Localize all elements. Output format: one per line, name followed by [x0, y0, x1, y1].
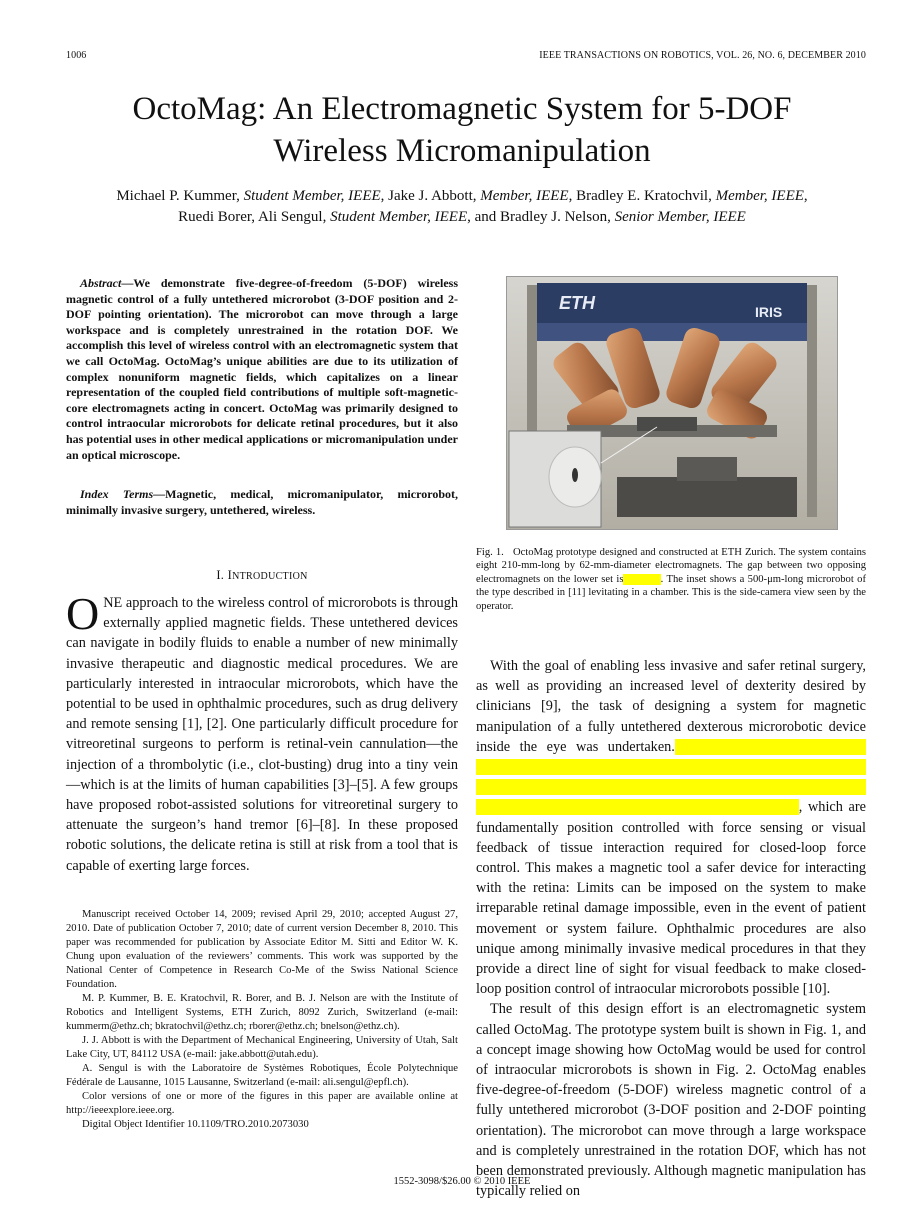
logo-iris-text: IRIS: [755, 304, 783, 320]
author-name: Jake J. Abbott: [388, 188, 473, 204]
copyright-footer: 1552-3098/$26.00 © 2010 IEEE: [393, 1176, 531, 1187]
body-text: With the goal of enabling less invasive and safer retinal surgery, as well as providing an increased level of dexterity desired by clinicians [9], the task of designing a system for magnetic manipulation of a fully untethered dexterous microrobotic device inside the eye was undertaken.: [476, 658, 866, 755]
author-role: Member, IEEE: [480, 188, 569, 204]
drop-cap: O: [66, 588, 100, 639]
octomag-photo-illustration: [507, 277, 837, 529]
footnotes: [66, 908, 458, 1132]
author-role: Student Member, IEEE: [243, 188, 381, 204]
body-text-right: [476, 656, 866, 1201]
body-paragraph: [476, 656, 866, 999]
author-name: and Bradley J. Nelson: [474, 209, 608, 225]
footnote: J. J. Abbott is with the Department of Mechanical Engineering, University of Utah, Salt Lake City, UT, 84112 USA (e-mail: jake.abbott@utah.edu).: [66, 1035, 458, 1060]
author-name: Ruedi Borer, Ali Sengul: [178, 209, 323, 225]
footnote: Manuscript received October 14, 2009; revised April 29, 2010; accepted August 27, 2010. Date of publication October 7, 2010; date of current version December 8, 2010. This paper was recommended for publication by Associate Editor M. Sitti and Editor W. K. Chung upon evaluation of the reviewers’ comments. This work was supported by the National Center of Competence in Research Co-Me of the Swiss National Science Foundation.: [66, 909, 458, 990]
logo-eth: [559, 293, 596, 313]
author-name: Bradley E. Kratochvil: [576, 188, 709, 204]
abstract-label: Abstract: [80, 276, 122, 290]
title-line-1: OctoMag: An Electromagnetic System for 5-DOF: [132, 91, 792, 127]
logo-eth-text: ETH: [559, 293, 595, 313]
page-number: 1006: [66, 50, 87, 61]
author-role: Senior Member, IEEE: [614, 209, 746, 225]
abstract-text: We demonstrate five-degree-of-freedom (5-DOF) wireless magnetic control of a fully untethered microrobot (3-DOF position and 2-DOF pointing orientation). The microrobot can move through a large workspace and is completely unrestrained in the rotation DOF. We accomplish this level of wireless control with an electromagnetic system that we call OctoMag. OctoMag’s unique abilities are due to its utilization of complex nonuniform magnetic fields, which capitalizes on a linear representation of the coupled field contributions of multiple soft-magnetic-core electromagnets acting in concert. OctoMag was primarily designed to control intraocular microrobots for delicate retinal procedures, but it also has potential uses in other medical applications or micromanipulation under an optical microscope.: [66, 276, 458, 462]
index-terms: Index Terms—Magnetic, medical, micromanipulator, microrobot, minimally invasive surgery, untethered, wireless.: [66, 487, 458, 517]
logo-iris: [755, 304, 782, 320]
abstract: Abstract—We demonstrate five-degree-of-freedom (5-DOF) wireless magnetic control of a fully untethered microrobot (3-DOF position and 2-DOF pointing orientation). The microrobot can move through a large workspace and is completely unrestrained in the rotation DOF. We accomplish this level of wireless control with an electromagnetic system that we call OctoMag. OctoMag’s unique abilities are due to its utilization of complex nonuniform magnetic fields, which capitalizes on a linear representation of the coupled field contributions of multiple soft-magnetic-core electromagnets acting in concert. OctoMag was primarily designed to control intraocular microrobots for delicate retinal procedures, but it also has potential uses in other medical applications or micromanipulation under an optical microscope.: [66, 276, 458, 462]
index-terms-text: Magnetic, medical, micromanipulator, microrobot, minimally invasive surgery, untethered, wireless.: [66, 487, 458, 517]
caption-label: Fig. 1.: [476, 547, 504, 558]
body-paragraph: The result of this design effort is an electromagnetic system called OctoMag. The prototype system built is shown in Fig. 1, and a concept image showing how OctoMag would be used for control of intraocular microrobots is shown in Fig. 2. OctoMag enables five-degree-of-freedom (5-DOF) wireless magnetic control of a fully untethered microrobot (3-DOF position and 2-DOF pointing orientation). The microrobot can move through a large workspace and is completely unrestrained in the rotation DOF, which has not been demonstrated previously. Although magnetic manipulation has typically relied on: [476, 1001, 866, 1200]
footnote: Color versions of one or more of the figures in this paper are available online at http://ieeexplore.ieee.org.: [66, 1091, 458, 1116]
intro-paragraph: [66, 588, 458, 876]
author-name: Michael P. Kummer: [116, 188, 237, 204]
body-text: , which are fundamentally position controlled with force sensing or visual feedback of tissue interaction required for closed-loop force control. This makes a magnetic tool a safer device for interacting with the retina: Limits can be imposed on the system to make irreparable retinal damage impossible, even in the event of patient movement or system failure. Ophthalmic procedures are also unique among minimally invasive medical procedures in that they provide a direct line of sight for visual feedback to make closed-loop position control of intraocular microrobots possible [10].: [476, 799, 866, 998]
redaction-highlight: 65 mm: [623, 573, 661, 585]
author-list: Michael P. Kummer, Student Member, IEEE, Jake J. Abbott, Member, IEEE, Bradley E. Kratochvil, Member, IEEE, Ruedi Borer, Ali Sengul, Student Member, IEEE, and Bradley J. Nelson, Senior Member, IEEE: [116, 188, 808, 225]
author-role: Student Member, IEEE: [330, 209, 468, 225]
section-heading: [66, 568, 458, 583]
footnote: M. P. Kummer, B. E. Kratochvil, R. Borer, and B. J. Nelson are with the Institute of Robotics and Intelligent Systems, ETH Zurich, 8092 Zurich, Switzerland (e-mail: kummerm@ethz.ch; bkratochvil@ethz.ch; rborer@ethz.ch; bnelson@ethz.ch).: [66, 993, 458, 1032]
footnote: Digital Object Identifier 10.1109/TRO.2010.2073030: [82, 1119, 309, 1130]
section-title-rest: NTRODUCTION: [232, 571, 308, 582]
title-line-2: Wireless Micromanipulation: [273, 133, 651, 169]
section-initial: I: [227, 568, 233, 582]
paper-title: [40, 88, 884, 172]
microrobot-mark: [572, 468, 578, 482]
journal-header: IEEE TRANSACTIONS ON ROBOTICS, VOL. 26, NO. 6, DECEMBER 2010: [539, 50, 866, 61]
author-role: Member, IEEE: [715, 188, 804, 204]
caption-text: . The inset shows a 500-μm-long microrobot of the type described in [11] levitating in a chamber. This is the side-camera view seen by the operator.: [476, 573, 866, 612]
intro-text: NE approach to the wireless control of microrobots is through externally applied magnetic fields. These untethered devices can navigate in bodily fluids to enable a number of new minimally invasive therapeutic and diagnostic medical procedures. We are particularly interested in intraocular microrobots, which have the potential to be used in ophthalmic procedures, such as drug delivery and remote sensing [1], [2]. One particularly difficult procedure for vitreoretinal surgeons to perform is retinal-vein cannulation—the injection of a thrombolytic (i.e., clot-busting) drug into a tiny vein—which is at the limits of human capabilities [3]–[5]. A few groups have proposed robot-assisted solutions for vitreoretinal surgery to attenuate the surgeon’s hand tremor [6]–[8]. In these proposed robotic solutions, the delicate retina is still at risk from a tool that is capable of exerting large forces.: [66, 595, 458, 874]
figure-octomag-photo: [506, 276, 838, 530]
section-number: I.: [216, 568, 225, 582]
footnote: A. Sengul is with the Laboratoire de Systèmes Robotiques, École Polytechnique Fédérale de Lausanne, 1015 Lausanne, Switzerland (e-mail: ali.sengul@epfl.ch).: [66, 1063, 458, 1088]
caption-text: OctoMag prototype designed and constructed at ETH Zurich. The system contains eight 210-mm-long by 62-mm-diameter electromagnets. The gap between two opposing electromagnets on the lower set is: [476, 547, 867, 585]
redaction-highlight: Magnetic manipulation offers advantages over conventional approaches to retinal surgery, such as forceps-based tools and hand-held micromanipulators employing mechanical linkages with electric motors as actuators: [476, 738, 866, 816]
index-terms-label: Index Terms: [80, 487, 154, 501]
figure-caption: [476, 546, 866, 613]
